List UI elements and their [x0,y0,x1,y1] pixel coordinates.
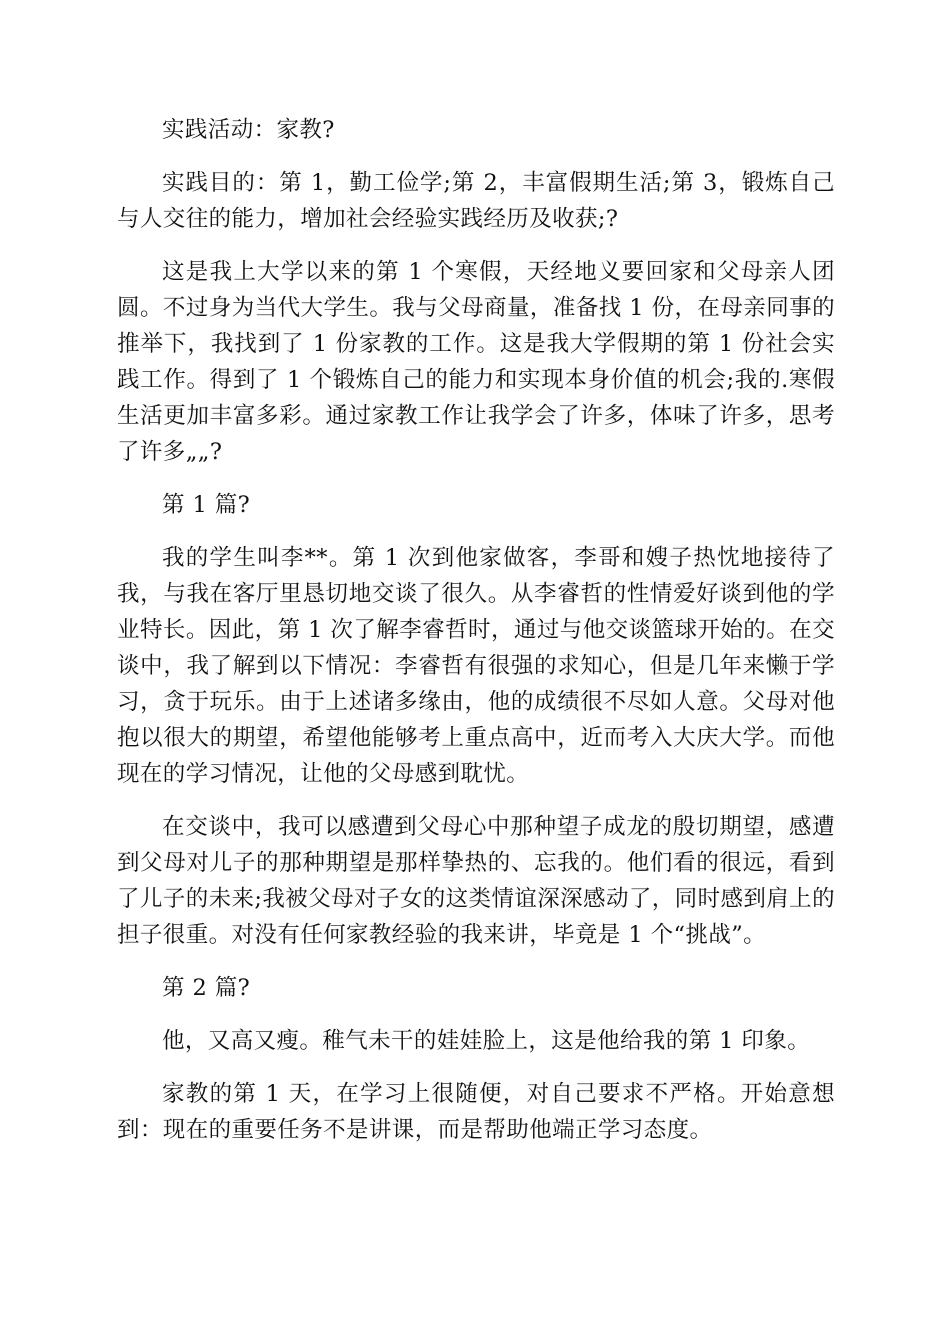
first-day-paragraph: 家教的第 1 天，在学习上很随便，对自己要求不严格。开始意想到：现在的重要任务不是讲课，而是帮助他端正学习态度。 [117,1081,835,1143]
impression-paragraph: 他，又高又瘦。稚气未干的娃娃脸上，这是他给我的第 1 印象。 [162,1028,811,1054]
parents-paragraph: 在交谈中，我可以感遭到父母心中那种望子成龙的殷切期望，感遭到父母对儿子的那种期望是那样挚热的、忘我的。他们看的很远，看到了儿子的未来;我被父母对子女的这类情谊深深感动了，同时感到肩上的担子很重。对没有任何家教经验的我来讲，毕竟是 1 个“挑战”。 [117,814,835,948]
section-heading-1: 第 1 篇? [162,492,251,518]
purpose-paragraph: 实践目的：第 1，勤工俭学;第 2，丰富假期生活;第 3，锻炼自己与人交往的能力，增加社会经验实践经历及收获;? [117,170,835,232]
student-paragraph: 我的学生叫李**。第 1 次到他家做客，李哥和嫂子热忱地接待了我，与我在客厅里恳切地交谈了很久。从李睿哲的性情爱好谈到他的学业特长。因此，第 1 次了解李睿哲时，通过与他交谈篮球开始的。在交谈中，我了解到以下情况：李睿哲有很强的求知心，但是几年来懒于学习，贪于玩乐。由于上述诸多缘由，他的成绩很不尽如人意。父母对他抱以很大的期望，希望他能够考上重点高中，近而考入大庆大学。而他现在的学习情况，让他的父母感到耽忧。 [117,545,835,787]
activity-heading: 实践活动：家教? [162,117,335,143]
intro-paragraph: 这是我上大学以来的第 1 个寒假，天经地义要回家和父母亲人团圆。不过身为当代大学生。我与父母商量，准备找 1 份，在母亲同事的推举下，我找到了 1 份家教的工作。这是我大学假期的第 1 份社会实践工作。得到了 1 个锻炼自己的能力和实现本身价值的机会;我的.寒假生活更加丰富多彩。通过家教工作让我学会了许多，体味了许多，思考了许多„„? [117,259,835,465]
section-heading-2: 第 2 篇? [162,975,251,1001]
document-body [117,112,835,1165]
